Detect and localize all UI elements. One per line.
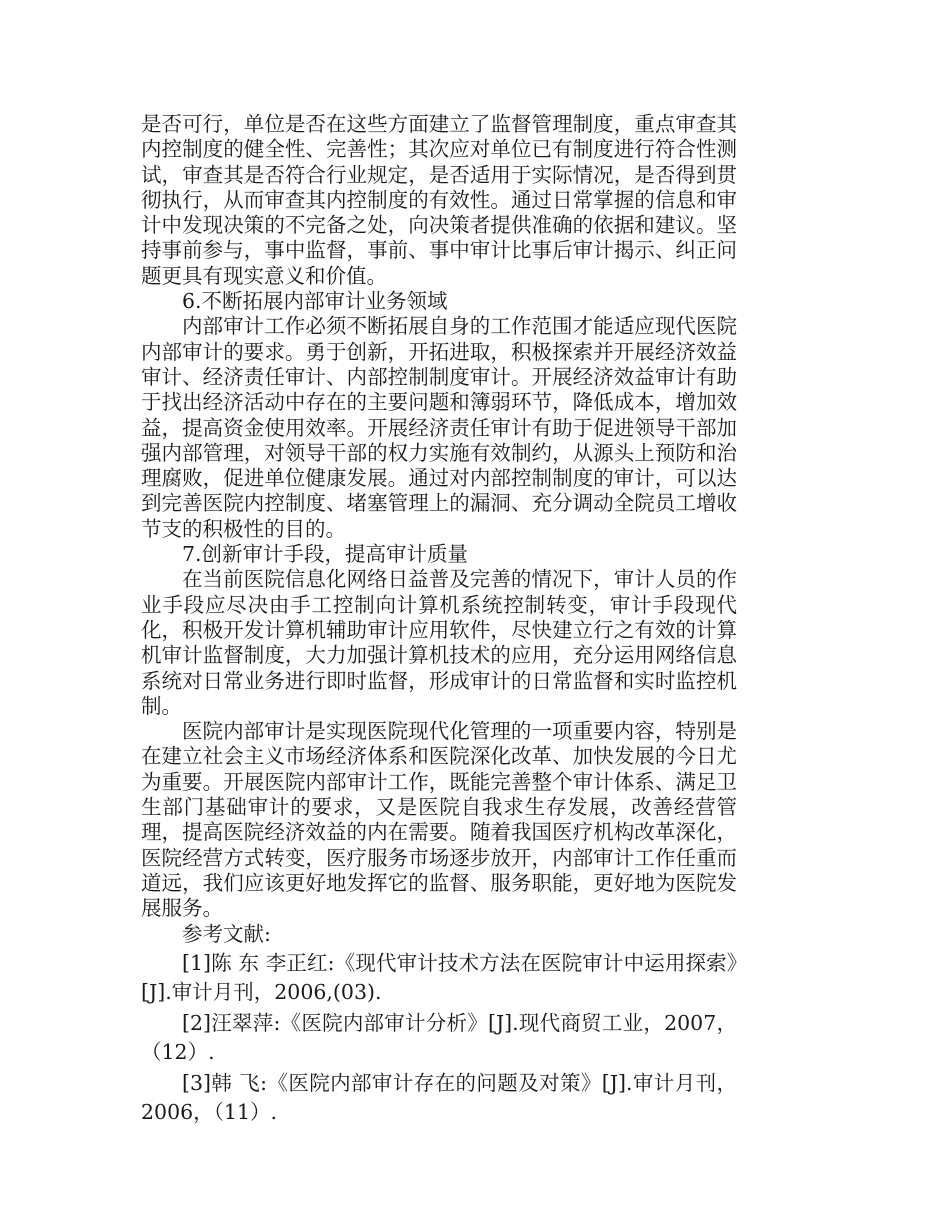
paragraph-continuation: 是否可行，单位是否在这些方面建立了监督管理制度，重点审查其内控制度的健全性、完善性；其次应对单位已有制度进行符合性测试，审查其是否符合行业规定，是否适用于实际情况，是否得到贯彻执行，从而审查其内控制度的有效性。通过日常掌握的信息和审计中发现决策的不完备之处，向决策者提供准确的依据和建议。坚持事前参与，事中监督，事前、事中审计比事后审计揭示、纠正问题更具有现实意义和价值。 — [141, 112, 737, 288]
document-body — [141, 112, 737, 1127]
section-heading-6: 6.不断拓展内部审计业务领域 — [182, 289, 448, 314]
paragraph-audit-means: 在当前医院信息化网络日益普及完善的情况下，审计人员的作业手段应尽决由手工控制向计算机系统控制转变，审计手段现代化，积极开发计算机辅助审计应用软件，尽快建立行之有效的计算机审计监督制度，大力加强计算机技术的应用，充分运用网络信息系统对日常业务进行即时监督，形成审计的日常监督和实时监控机制。 — [141, 567, 737, 718]
reference-item-2: [2]汪翠萍:《医院内部审计分析》[J].现代商贸工业，2007，（12）. — [141, 1010, 737, 1064]
references-label: 参考文献: — [182, 921, 271, 946]
reference-item-1: [1]陈 东 李正红:《现代审计技术方法在医院审计中运用探索》[J].审计月刊，2006,(03). — [141, 950, 737, 1004]
reference-item-3: [3]韩 飞:《医院内部审计存在的问题及对策》[J].审计月刊，2006，（11）. — [141, 1070, 737, 1124]
paragraph-business-scope: 内部审计工作必须不断拓展自身的工作范围才能适应现代医院内部审计的要求。勇于创新，开拓进取，积极探索并开展经济效益审计、经济责任审计、内部控制制度审计。开展经济效益审计有助于找出经济活动中存在的主要问题和簿弱环节，降低成本，增加效益，提高资金使用效率。开展经济责任审计有助于促进领导干部加强内部管理，对领导干部的权力实施有效制约，从源头上预防和治理腐败，促进单位健康发展。通过对内部控制制度的审计，可以达到完善医院内控制度、堵塞管理上的漏洞、充分调动全院员工增收节支的积极性的目的。 — [141, 314, 737, 541]
section-heading-7: 7.创新审计手段，提高审计质量 — [182, 542, 469, 567]
paragraph-conclusion: 医院内部审计是实现医院现代化管理的一项重要内容，特别是在建立社会主义市场经济体系和医院深化改革、加快发展的今日尤为重要。开展医院内部审计工作，既能完善整个审计体系、满足卫生部门基础审计的要求，又是医院自我求生存发展，改善经营管理，提高医院经济效益的内在需要。随着我国医疗机构改革深化，医院经营方式转变，医疗服务市场逐步放开，内部审计工作任重而道远，我们应该更好地发挥它的监督、服务职能，更好地为医院发展服务。 — [141, 719, 737, 921]
